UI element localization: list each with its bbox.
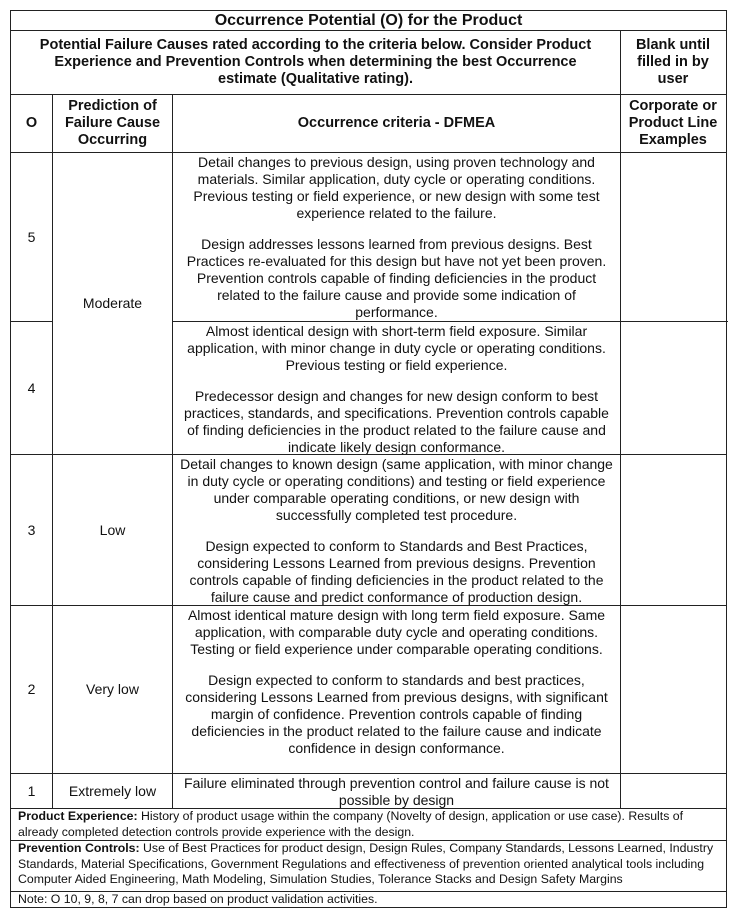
product-experience-label: Product Experience: [18, 809, 138, 823]
col-header-examples: Corporate or Product Line Examples [628, 97, 718, 148]
prediction-low: Low [53, 455, 173, 605]
prevention-controls-label: Prevention Controls: [18, 841, 140, 855]
col-header-prediction: Prediction of Failure Cause Occurring [53, 94, 173, 152]
examples-5 [621, 153, 725, 321]
column-header-row [11, 94, 726, 152]
criteria-3 [173, 455, 621, 605]
occurrence-table [10, 10, 727, 908]
criteria-3-prevention: Design expected to conform to Standards and Best Practices, considering Lessons Learned from previous designs. Prevention controls capable of finding deficiencies in the product related to the failure cause and predict conformance of production design. [189, 538, 604, 605]
col-header-o: O [11, 94, 53, 152]
prevention-controls-text: Use of Best Practices for product design, Design Rules, Company Standards, Lessons Learned, Industry Standards, Material Specifications, Government Regulations and effectiveness of prevention oriented analytical tools including Computer Aided Engineering, Math Modeling, Simulation Studies, Tolerance Stacks and Design Safety Margins [18, 841, 714, 886]
criteria-1 [173, 774, 621, 808]
criteria-1-text: Failure eliminated through prevention control and failure cause is not possible by design [184, 775, 609, 808]
intro-row [11, 30, 726, 94]
criteria-2-experience: Almost identical mature design with long term field exposure. Same application, with comparable duty cycle and operating conditions. Testing or field experience under comparable operating conditions. [187, 607, 606, 657]
o-rating-4: 4 [11, 322, 53, 454]
examples-1 [621, 774, 725, 808]
criteria-5-experience: Detail changes to previous design, using proven technology and materials. Similar application, duty cycle or operating conditions. Previous testing or field experience, or new design with some test experience related to the failure. [193, 154, 600, 221]
col-header-criteria: Occurrence criteria - DFMEA [173, 94, 621, 152]
criteria-5 [173, 153, 621, 321]
blank-header: Blank until filled in by user [635, 36, 711, 87]
o-rating-1: 1 [11, 774, 53, 808]
table-title: Occurrence Potential (O) for the Product [214, 11, 523, 29]
criteria-2 [173, 606, 621, 773]
footer-product-experience [11, 808, 726, 840]
criteria-5-prevention: Design addresses lessons learned from previous designs. Best Practices re-evaluated for this design but have not yet been proven. Prevention controls capable of finding deficiencies in the product related to the failure cause and provide some indication of performance. [186, 236, 607, 320]
o-rating-3: 3 [11, 455, 53, 605]
o-rating-5: 5 [11, 153, 53, 321]
intro-text: Potential Failure Causes rated according to the criteria below. Consider Product Experience and Prevention Controls when determining the best Occurrence estimate (Qualitative rating). [11, 30, 621, 94]
examples-2 [621, 606, 725, 773]
o-rating-2: 2 [11, 606, 53, 773]
product-experience-text: History of product usage within the company (Novelty of design, application or use case). Results of already completed detection controls provide experience with the design. [18, 809, 684, 839]
criteria-2-prevention: Design expected to conform to standards and best practices, considering Lessons Learned from previous designs, with significant margin of confidence. Prevention controls capable of finding deficiencies in the product related to the failure cause and indicate confidence in design conformance. [185, 672, 608, 756]
examples-3 [621, 455, 725, 605]
prediction-extremely-low: Extremely low [53, 774, 173, 808]
footer-note: Note: O 10, 9, 8, 7 can drop based on product validation activities. [18, 892, 378, 906]
prediction-moderate: Moderate [53, 153, 173, 454]
criteria-4-prevention: Predecessor design and changes for new design conform to best practices, standards, and specifications. Prevention controls capable of finding deficiencies in the product related to the failure cause and indicate likely design conformance. [184, 388, 609, 455]
criteria-4-experience: Almost identical design with short-term field exposure. Similar application, with minor change in duty cycle or operating conditions. Previous testing or field experience. [187, 323, 606, 373]
title-row [11, 11, 726, 30]
criteria-3-experience: Detail changes to known design (same application, with minor change in duty cycle or operating conditions) and testing or field experience under comparable operating conditions, or new design with successfully completed test procedure. [180, 456, 613, 523]
examples-4 [621, 322, 725, 454]
criteria-4 [173, 322, 621, 454]
prediction-very-low: Very low [53, 606, 173, 773]
